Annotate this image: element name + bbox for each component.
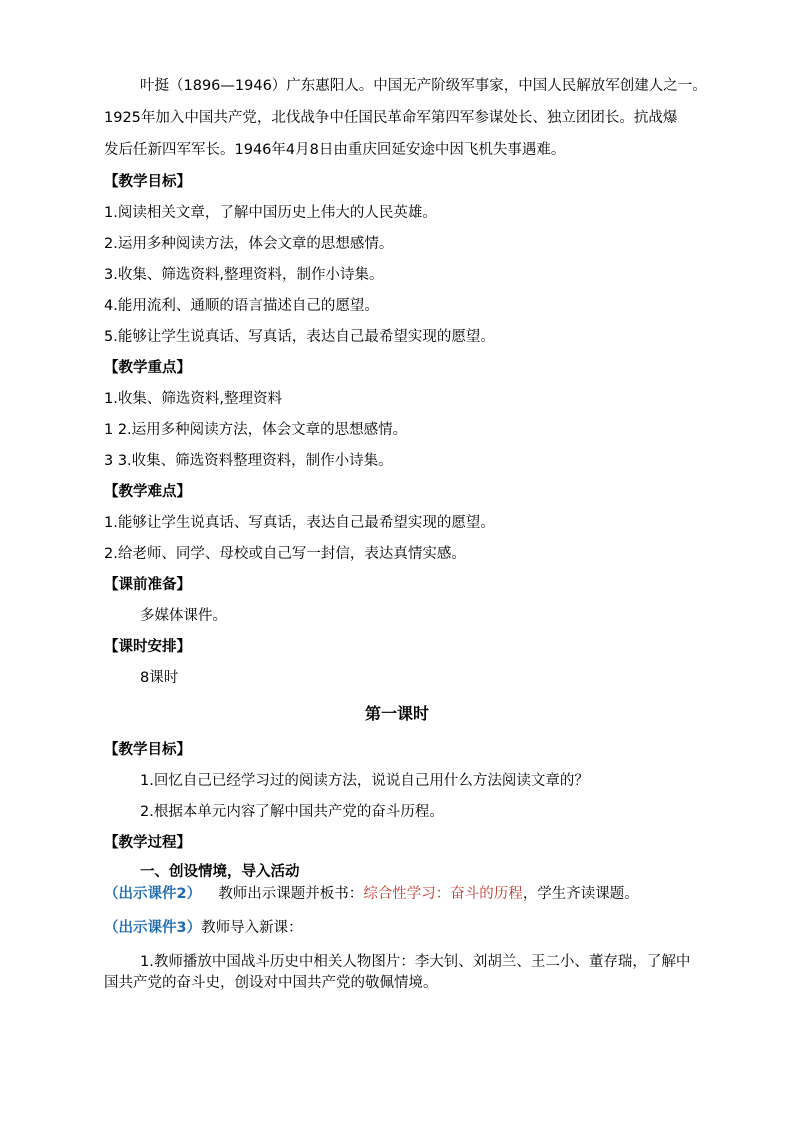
goals-heading: 【教学目标】 <box>104 174 191 190</box>
process-heading: 【教学过程】 <box>104 835 191 851</box>
key-point-item-2: 1 2.运用多种阅读方法，体会文章的思想感情。 <box>104 422 408 438</box>
courseware-tag-3: （出示课件3） <box>104 920 202 936</box>
step-2-text: 教师导入新课： <box>201 920 303 936</box>
prep-text: 多媒体课件。 <box>140 608 227 624</box>
schedule-text: 8课时 <box>140 670 179 686</box>
goal-item-5: 5.能够让学生说真话、写真话，表达自己最希望实现的愿望。 <box>104 329 495 345</box>
key-points-heading: 【教学重点】 <box>104 360 191 376</box>
key-point-item-1: 1.收集、筛选资料,整理资料 <box>104 391 282 407</box>
topic-highlight: 综合性学习：奋斗的历程 <box>363 886 523 902</box>
difficulties-heading: 【教学难点】 <box>104 484 191 500</box>
step-1-text-a: 教师出示课题并板书： <box>218 886 364 902</box>
lesson-goals-heading: 【教学目标】 <box>104 742 191 758</box>
para-1-line-1: 1.教师播放中国战斗历史中相关人物图片：李大钊、刘胡兰、王二小、董存瑞，了解中 <box>140 954 691 970</box>
intro-line-3: 发后任新四军军长。1946年4月8日由重庆回延安途中因飞机失事遇难。 <box>104 142 566 158</box>
prep-heading: 【课前准备】 <box>104 577 191 593</box>
key-point-item-3: 3 3.收集、筛选资料整理资料，制作小诗集。 <box>104 453 393 469</box>
step-2 <box>104 918 303 938</box>
courseware-tag-2: （出示课件2） <box>104 886 202 902</box>
goal-item-3: 3.收集、筛选资料,整理资料，制作小诗集。 <box>104 267 384 283</box>
section-heading-1: 一、创设情境，导入活动 <box>140 864 300 880</box>
intro-line-1: 叶挺（1896—1946）广东惠阳人。中国无产阶级军事家，中国人民解放军创建人之一。 <box>140 78 707 94</box>
lesson-title: 第一课时 <box>364 704 429 723</box>
difficulty-item-2: 2.给老师、同学、母校或自己写一封信，表达真情实感。 <box>104 546 466 562</box>
lesson-goal-item-1: 1.回忆自己已经学习过的阅读方法，说说自己用什么方法阅读文章的？ <box>140 773 589 789</box>
para-1-line-2: 国共产党的奋斗史，创设对中国共产党的敬佩情境。 <box>104 975 438 991</box>
goal-item-2: 2.运用多种阅读方法，体会文章的思想感情。 <box>104 236 394 252</box>
lesson-goal-item-2: 2.根据本单元内容了解中国共产党的奋斗历程。 <box>140 804 444 820</box>
intro-line-2: 1925年加入中国共产党，北伐战争中任国民革命军第四军参谋处长、独立团团长。抗战爆 <box>104 110 678 126</box>
difficulty-item-1: 1.能够让学生说真话、写真话，表达自己最希望实现的愿望。 <box>104 515 495 531</box>
step-1 <box>104 884 639 904</box>
goal-item-4: 4.能用流利、通顺的语言描述自己的愿望。 <box>104 298 379 314</box>
step-1-text-b: ，学生齐读课题。 <box>522 886 639 902</box>
schedule-heading: 【课时安排】 <box>104 639 191 655</box>
goal-item-1: 1.阅读相关文章，了解中国历史上伟大的人民英雄。 <box>104 205 437 221</box>
